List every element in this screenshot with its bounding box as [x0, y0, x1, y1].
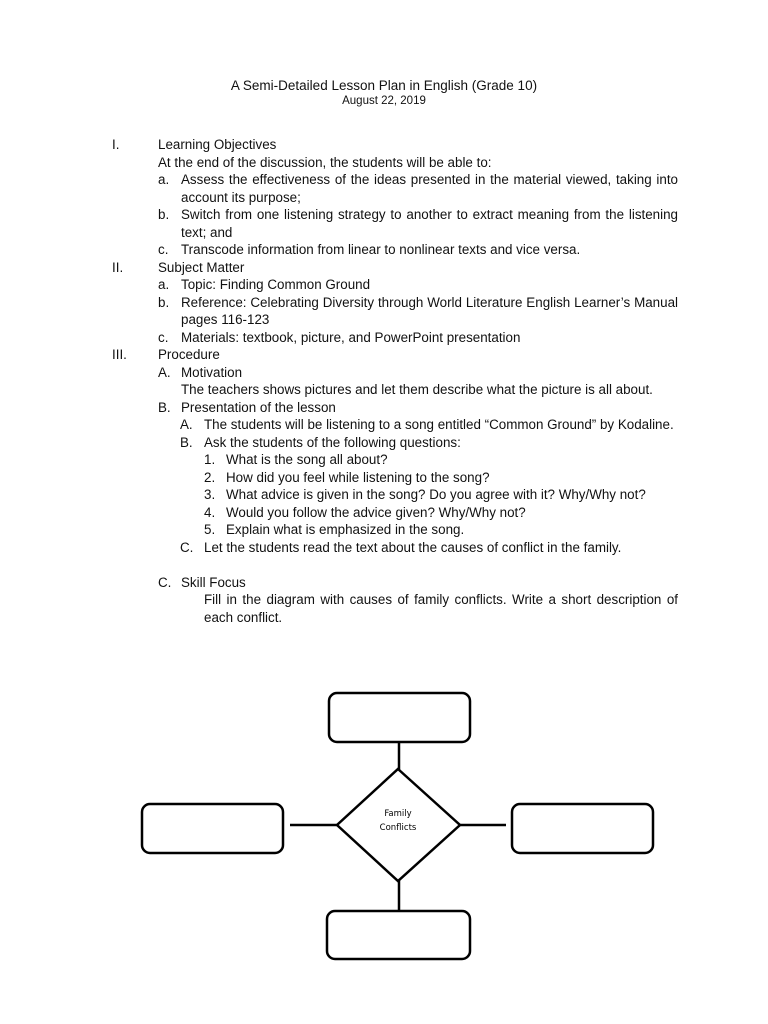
objective-text: Assess the effectiveness of the ideas presented in the material viewed, taking into account its purpose; — [181, 172, 678, 205]
top-answer-box[interactable] — [329, 693, 470, 742]
subsection-heading: Presentation of the lesson — [181, 399, 336, 415]
section-procedure — [0, 346, 768, 364]
section-numeral: I. — [112, 137, 120, 152]
center-label-line2: Conflicts — [379, 823, 417, 833]
center-label-line1: Family — [384, 809, 412, 819]
section-heading: Learning Objectives — [158, 137, 277, 152]
procedure-skill-focus-heading — [158, 574, 678, 592]
subject-text: Reference: Celebrating Diversity through World Literature English Learner’s Manual pages 116-123 — [181, 294, 678, 327]
right-answer-box[interactable] — [512, 804, 653, 853]
list-marker: c. — [158, 242, 169, 257]
subject-text: Materials: textbook, picture, and PowerPoint presentation — [181, 329, 521, 345]
question-item — [204, 504, 678, 522]
objective-item — [158, 206, 678, 241]
section-numeral: II. — [112, 259, 124, 275]
objectives-intro: At the end of the discussion, the students will be able to: — [158, 154, 492, 170]
section-subject-matter — [0, 259, 768, 277]
list-marker: 4. — [204, 504, 216, 520]
list-marker: b. — [158, 207, 170, 222]
list-marker: A. — [180, 417, 193, 432]
question-text: Would you follow the advice given? Why/Why not? — [226, 504, 526, 520]
question-item — [204, 486, 678, 504]
subsection-heading: Skill Focus — [181, 574, 246, 590]
step-text: Let the students read the text about the causes of conflict in the family. — [204, 539, 622, 555]
list-marker: C. — [180, 539, 194, 555]
list-marker: a. — [158, 277, 170, 292]
motivation-text: The teachers shows pictures and let them describe what the picture is all about. — [181, 382, 653, 397]
objective-item — [158, 171, 678, 206]
subject-item — [158, 294, 678, 329]
presentation-step — [180, 539, 678, 557]
subject-item — [158, 276, 678, 294]
question-text: Explain what is emphasized in the song. — [226, 522, 465, 537]
list-marker: B. — [180, 434, 193, 450]
list-marker: 5. — [204, 522, 216, 537]
bottom-answer-box[interactable] — [327, 911, 470, 959]
list-marker: a. — [158, 172, 170, 187]
presentation-step — [180, 434, 678, 452]
list-marker: 2. — [204, 469, 216, 485]
question-item — [204, 451, 678, 469]
section-learning-objectives — [0, 136, 768, 154]
procedure-presentation-heading — [158, 399, 678, 417]
objective-text: Transcode information from linear to nonlinear texts and vice versa. — [181, 242, 581, 257]
document-date: August 22, 2019 — [342, 95, 426, 107]
list-marker: 3. — [204, 487, 216, 502]
objective-item — [158, 241, 678, 259]
section-heading: Subject Matter — [158, 259, 245, 275]
family-conflicts-diagram — [0, 680, 768, 970]
list-marker: b. — [158, 294, 170, 310]
list-marker: C. — [158, 574, 172, 590]
left-answer-box[interactable] — [142, 804, 283, 853]
list-marker: c. — [158, 329, 169, 345]
section-heading: Procedure — [158, 347, 220, 362]
list-marker: A. — [158, 364, 171, 380]
section-numeral: III. — [112, 347, 127, 362]
list-marker: 1. — [204, 452, 216, 467]
step-text: Ask the students of the following questions: — [204, 434, 461, 450]
subsection-heading: Motivation — [181, 364, 243, 380]
step-text: The students will be listening to a song entitled “Common Ground” by Kodaline. — [204, 417, 674, 432]
skill-focus-text: Fill in the diagram with causes of family conflicts. Write a short description of each conflict. — [204, 592, 678, 625]
subject-text: Topic: Finding Common Ground — [181, 277, 371, 292]
procedure-motivation-heading — [158, 364, 678, 382]
question-item — [204, 469, 678, 487]
center-diamond — [337, 769, 460, 881]
document-body — [0, 136, 768, 626]
spacer — [0, 556, 768, 574]
question-text: What is the song all about? — [226, 452, 388, 467]
objective-text: Switch from one listening strategy to another to extract meaning from the listening text; and — [181, 207, 678, 240]
list-marker: B. — [158, 399, 171, 415]
subject-item — [158, 329, 678, 347]
document-title: A Semi-Detailed Lesson Plan in English (Grade 10) — [230, 78, 538, 93]
question-item — [204, 521, 678, 539]
question-text: How did you feel while listening to the song? — [226, 469, 490, 485]
question-text: What advice is given in the song? Do you agree with it? Why/Why not? — [226, 487, 646, 502]
presentation-step — [180, 416, 678, 434]
